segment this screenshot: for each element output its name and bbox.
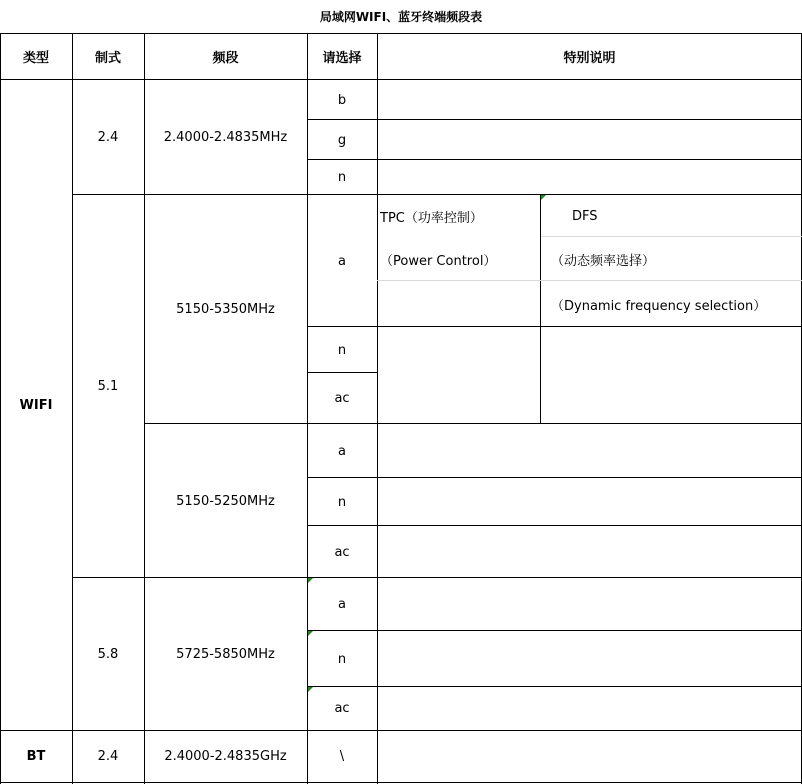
header-type: 类型: [22, 50, 49, 66]
comment-marker: [308, 687, 313, 692]
border-line: [0, 782, 802, 783]
border-line: [0, 79, 802, 80]
header-standard: 制式: [94, 50, 121, 66]
mode-a: a: [338, 253, 346, 269]
mode-a: a: [338, 443, 346, 459]
band-5150-5250: 5150-5250MHz: [176, 493, 275, 509]
header-select: 请选择: [322, 50, 362, 66]
mode-n: n: [337, 170, 347, 185]
mode-ac: ac: [334, 701, 350, 716]
dfs-english: （Dynamic frequency selection）: [551, 298, 767, 314]
header-note: 特别说明: [563, 50, 616, 66]
mode-n: n: [337, 651, 347, 667]
header-band: 频段: [212, 50, 239, 66]
border-line: [377, 280, 802, 281]
band-5150-5350: 5150-5350MHz: [176, 302, 275, 317]
type-wifi: WIFI: [19, 397, 53, 413]
comment-marker: [308, 631, 313, 636]
dfs-chinese: （动态频率选择）: [551, 253, 656, 269]
tpc-english: （Power Control）: [380, 253, 497, 269]
standard-bt: 2.4: [97, 749, 119, 764]
comment-marker: [308, 578, 313, 583]
standard-2-4: 2.4: [97, 130, 119, 145]
border-line: [144, 33, 145, 784]
border-line: [307, 159, 802, 160]
band-bt: 2.4000-2.4835GHz: [164, 749, 287, 764]
band-5725-5850: 5725-5850MHz: [176, 646, 275, 662]
mode-n: n: [337, 342, 347, 358]
mode-a: a: [338, 597, 346, 612]
band-2-4: 2.4000-2.4835MHz: [163, 130, 288, 145]
border-line: [144, 423, 802, 424]
mode-ac: ac: [334, 544, 350, 560]
border-line: [72, 194, 802, 195]
comment-marker: [541, 195, 546, 200]
border-line: [307, 119, 802, 120]
border-line: [307, 477, 802, 478]
standard-5-8: 5.8: [97, 646, 119, 662]
mode-b: b: [337, 92, 347, 108]
border-line: [307, 630, 802, 631]
border-line: [0, 33, 1, 784]
mode-g: g: [337, 132, 347, 148]
standard-5-1: 5.1: [97, 379, 119, 394]
border-line: [0, 33, 802, 34]
border-line: [540, 195, 541, 424]
border-line: [307, 525, 802, 526]
border-line: [307, 326, 802, 327]
select-bt: \: [339, 749, 345, 764]
dfs-label: DFS: [572, 208, 598, 224]
mode-n: n: [337, 494, 347, 510]
type-bt: BT: [26, 749, 46, 764]
mode-ac: ac: [334, 391, 350, 406]
border-line: [0, 730, 802, 731]
border-line: [307, 33, 308, 784]
border-line: [72, 577, 802, 578]
border-line: [72, 33, 73, 784]
border-line: [307, 686, 802, 687]
border-line: [307, 372, 377, 373]
tpc-label: TPC（功率控制）: [380, 210, 483, 226]
border-line: [541, 236, 802, 237]
border-line: [377, 33, 378, 784]
table-title: 局域网WIFI、蓝牙终端频段表: [319, 10, 483, 24]
